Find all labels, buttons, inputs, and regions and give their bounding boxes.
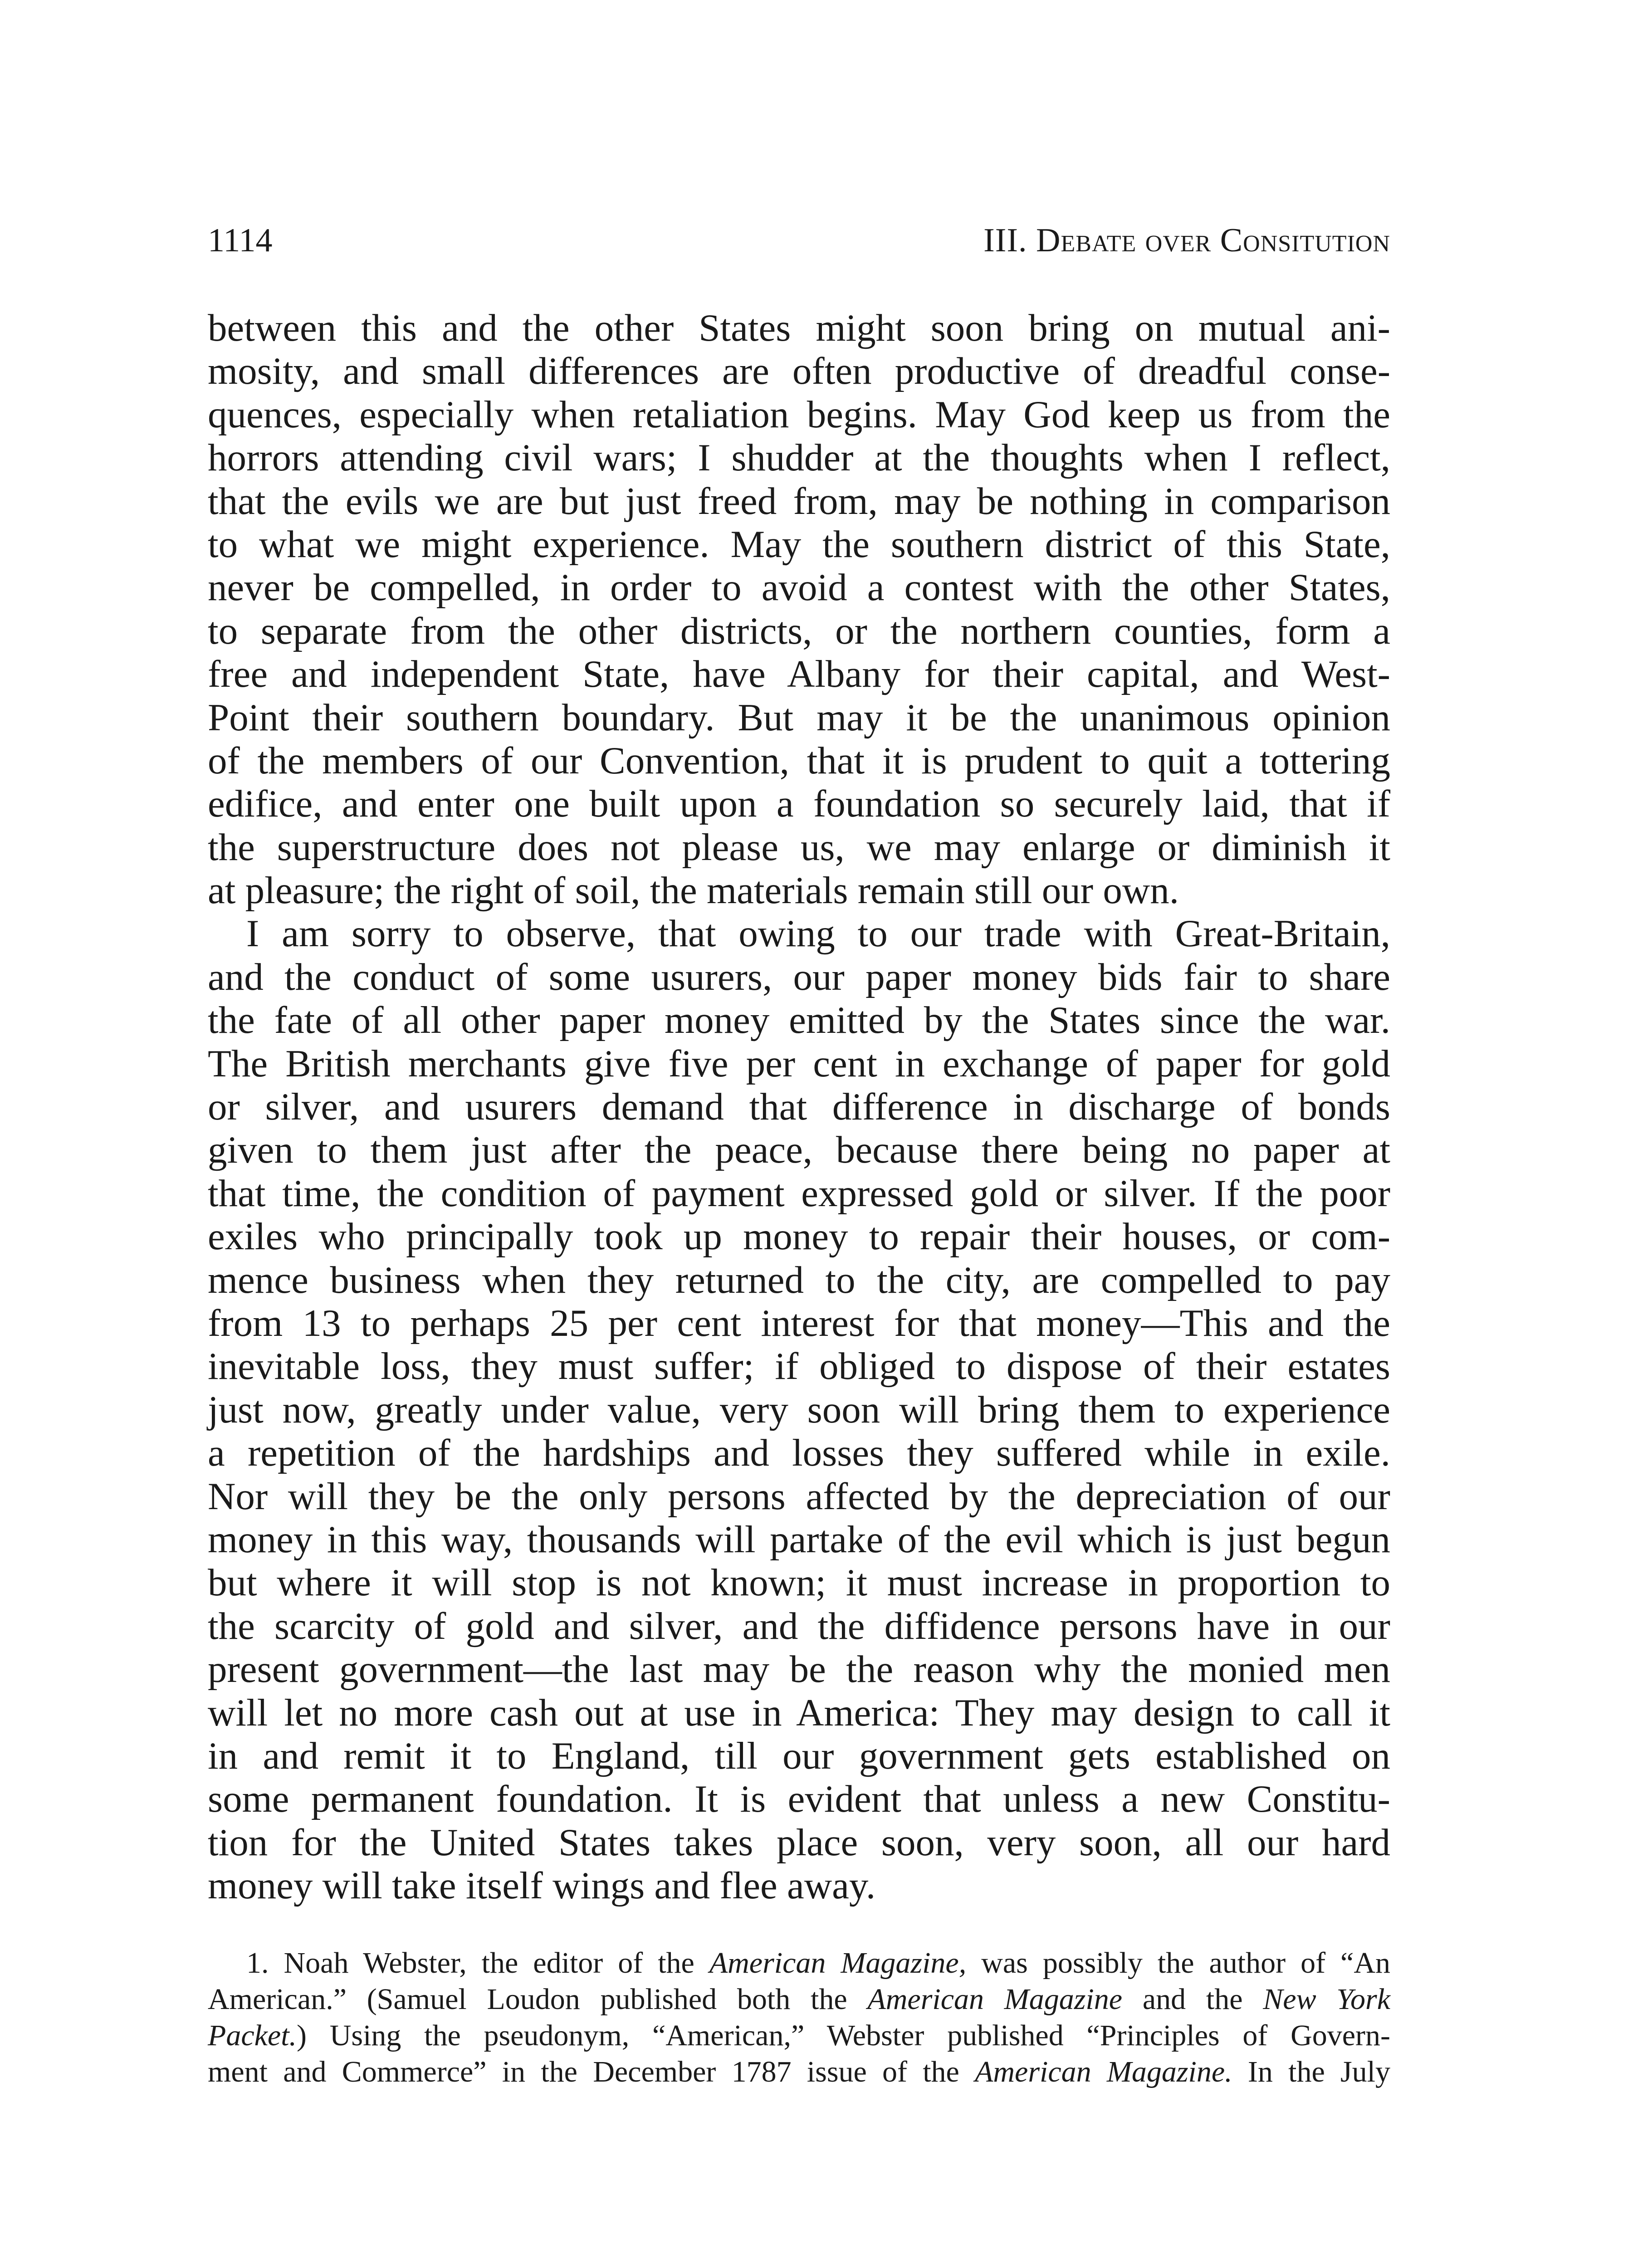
footnote-italic-title: American Magazine [867, 1983, 1123, 2016]
text-line: some permanent foundation. It is evident that unless a new Constitu- [208, 1778, 1390, 1821]
text-line: Nor will they be the only persons affected by the depreciation of our [208, 1475, 1390, 1518]
paragraph-end-line: money will take itself wings and flee away. [208, 1864, 876, 1907]
footnote-line [208, 1945, 1390, 1981]
text-line: mosity, and small differences are often productive of dreadful conse- [208, 350, 1390, 393]
footnote-italic-title: American Magazine, [709, 1946, 967, 1980]
footnote-text: ment and Commerce” in the December 1787 issue of the [208, 2055, 975, 2088]
footnote-italic-title: New York [1263, 1983, 1390, 2016]
text-line: to separate from the other districts, or the northern counties, form a [208, 609, 1390, 652]
footnote-line [208, 2054, 1390, 2090]
text-line: the superstructure does not please us, we may enlarge or diminish it [208, 826, 1390, 869]
text-line: and the conduct of some usurers, our paper money bids fair to share [208, 955, 1390, 998]
text-line: Point their southern boundary. But may it be the unanimous opinion [208, 696, 1390, 739]
footnote-line [208, 1981, 1390, 2018]
text-line: between this and the other States might soon bring on mutual ani- [208, 307, 1390, 349]
footnote-italic-title: Packet. [208, 2019, 297, 2052]
footnote-line [208, 2018, 1390, 2054]
body-text [208, 307, 1390, 1907]
footnote-text: 1. Noah Webster, the editor of the [246, 1946, 709, 1980]
text-line: that the evils we are but just freed from, may be nothing in comparison [208, 479, 1390, 523]
text-line: will let no more cash out at use in America: They may design to call it [208, 1691, 1390, 1734]
paragraph-end-line: at pleasure; the right of soil, the materials remain still our own. [208, 869, 1179, 912]
text-line: tion for the United States takes place soon, very soon, all our hard [208, 1821, 1390, 1864]
text-line: that time, the condition of payment expressed gold or silver. If the poor [208, 1172, 1390, 1215]
section-title: III. Debate over Consitution [983, 222, 1390, 259]
text-line: horrors attending civil wars; I shudder at the thoughts when I reflect, [208, 436, 1390, 479]
text-line: present government—the last may be the reason why the monied men [208, 1648, 1390, 1691]
page-number: 1114 [208, 222, 273, 259]
text-line: from 13 to perhaps 25 per cent interest for that money—This and the [208, 1301, 1390, 1344]
text-line: of the members of our Convention, that it is prudent to quit a tottering [208, 739, 1390, 782]
running-head [208, 218, 1390, 263]
text-line: The British merchants give five per cent in exchange of paper for gold [208, 1042, 1390, 1085]
paragraph-start-line: I am sorry to observe, that owing to our trade with Great-Britain, [246, 912, 1390, 955]
text-line: in and remit it to England, till our government gets established on [208, 1734, 1390, 1777]
text-line: free and independent State, have Albany for their capital, and West- [208, 653, 1390, 696]
text-line: never be compelled, in order to avoid a contest with the other States, [208, 566, 1390, 609]
footnote-text: and the [1122, 1983, 1263, 2016]
text-line: to what we might experience. May the southern district of this State, [208, 523, 1390, 566]
footnote-italic-title: American Magazine. [975, 2055, 1232, 2088]
text-line: edifice, and enter one built upon a foundation so securely laid, that if [208, 782, 1390, 826]
footnote-text: ) Using the pseudonym, “American,” Webster published “Principles of Govern- [297, 2019, 1390, 2052]
footnote [208, 1945, 1390, 2090]
footnote-text: was possibly the author of “An [966, 1946, 1390, 1980]
text-line: just now, greatly under value, very soon will bring them to experience [208, 1388, 1390, 1431]
text-line: or silver, and usurers demand that difference in discharge of bonds [208, 1085, 1390, 1129]
footnote-text: In the July [1232, 2055, 1390, 2088]
text-line: the fate of all other paper money emitted by the States since the war. [208, 999, 1390, 1042]
text-line: a repetition of the hardships and losses they suffered while in exile. [208, 1432, 1390, 1475]
text-line: exiles who principally took up money to repair their houses, or com- [208, 1215, 1390, 1258]
text-line: given to them just after the peace, because there being no paper at [208, 1129, 1390, 1172]
text-line: quences, especially when retaliation begins. May God keep us from the [208, 393, 1390, 436]
footnote-text: American.” (Samuel Loudon published both the [208, 1983, 868, 2016]
text-line: but where it will stop is not known; it must increase in proportion to [208, 1561, 1390, 1604]
text-line: the scarcity of gold and silver, and the diffidence persons have in our [208, 1604, 1390, 1647]
text-line: mence business when they returned to the city, are compelled to pay [208, 1258, 1390, 1301]
text-line: inevitable loss, they must suffer; if obliged to dispose of their estates [208, 1345, 1390, 1388]
text-line: money in this way, thousands will partake of the evil which is just begun [208, 1518, 1390, 1561]
